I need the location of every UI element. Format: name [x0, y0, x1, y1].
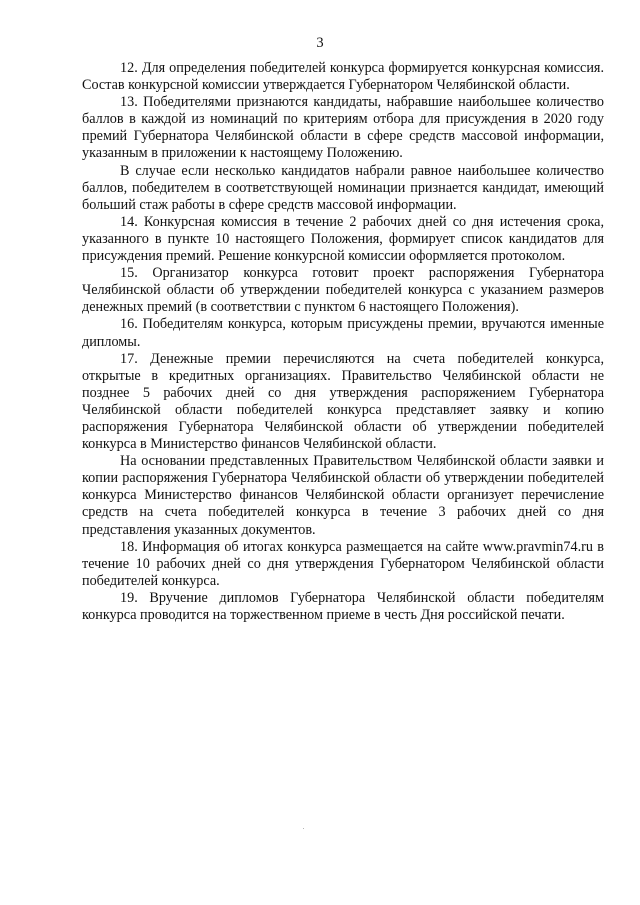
paragraph-17-transfer: На основании представленных Правительством Челябинской области заявки и копии распоряжения Губернатора Челябинской области об утверждении победителей конкурса Министерство финансов Челябинской области организует перечисление средств на счета победителей конкурса в течение 3 рабочих дней со дня представления указанных документов. — [82, 453, 604, 538]
document-body — [82, 60, 604, 624]
page-number: 3 — [316, 35, 324, 51]
paragraph-18: 18. Информация об итогах конкурса размещается на сайте www.pravmin74.ru в течение 10 рабочих дней со дня утверждения Губернатором Челябинской области победителей конкурса. — [82, 538, 604, 589]
paragraph-13: 13. Победителями признаются кандидаты, набравшие наибольшее количество баллов в каждой из номинаций по критериям отбора для присуждения в 2020 году премий Губернатора Челябинской области в сфере средств массовой информации, указанным в приложении к настоящему Положению. — [82, 94, 604, 162]
paragraph-14: 14. Конкурсная комиссия в течение 2 рабочих дней со дня истечения срока, указанного в пункте 10 настоящего Положения, формирует список кандидатов для присуждения премий. Решение конкурсной комиссии оформляется протоколом. — [82, 213, 604, 265]
paragraph-13-equal-scores: В случае если несколько кандидатов набрали равное наибольшее количество баллов, победителем в соответствующей номинации признается кандидат, имеющий больший стаж работы в сфере средств массовой информации. — [82, 162, 604, 213]
paragraph-17: 17. Денежные премии перечисляются на счета победителей конкурса, открытые в кредитных организациях. Правительство Челябинской области не позднее 5 рабочих дней со дня утверждения распоряжением Губернатора Челябинской области победителей конкурса представляет заявку и копию распоряжения Губернатора Челябинской области об утверждении победителей конкурса в Министерство финансов Челябинской области. — [82, 350, 604, 453]
paragraph-12: 12. Для определения победителей конкурса формируется конкурсная комиссия. Состав конкурсной комиссии утверждается Губернатором Челябинской области. — [82, 60, 604, 94]
paragraph-19: 19. Вручение дипломов Губернатора Челябинской области победителям конкурса проводится на торжественном приеме в честь Дня российской печати. — [82, 589, 604, 623]
paragraph-16: 16. Победителям конкурса, которым присуждены премии, вручаются именные дипломы. — [82, 316, 604, 350]
scan-speck — [303, 828, 304, 829]
paragraph-15: 15. Организатор конкурса готовит проект распоряжения Губернатора Челябинской области об утверждении победителей конкурса с указанием размеров денежных премий (в соответствии с пунктом 6 настоящего Положения). — [82, 265, 604, 316]
